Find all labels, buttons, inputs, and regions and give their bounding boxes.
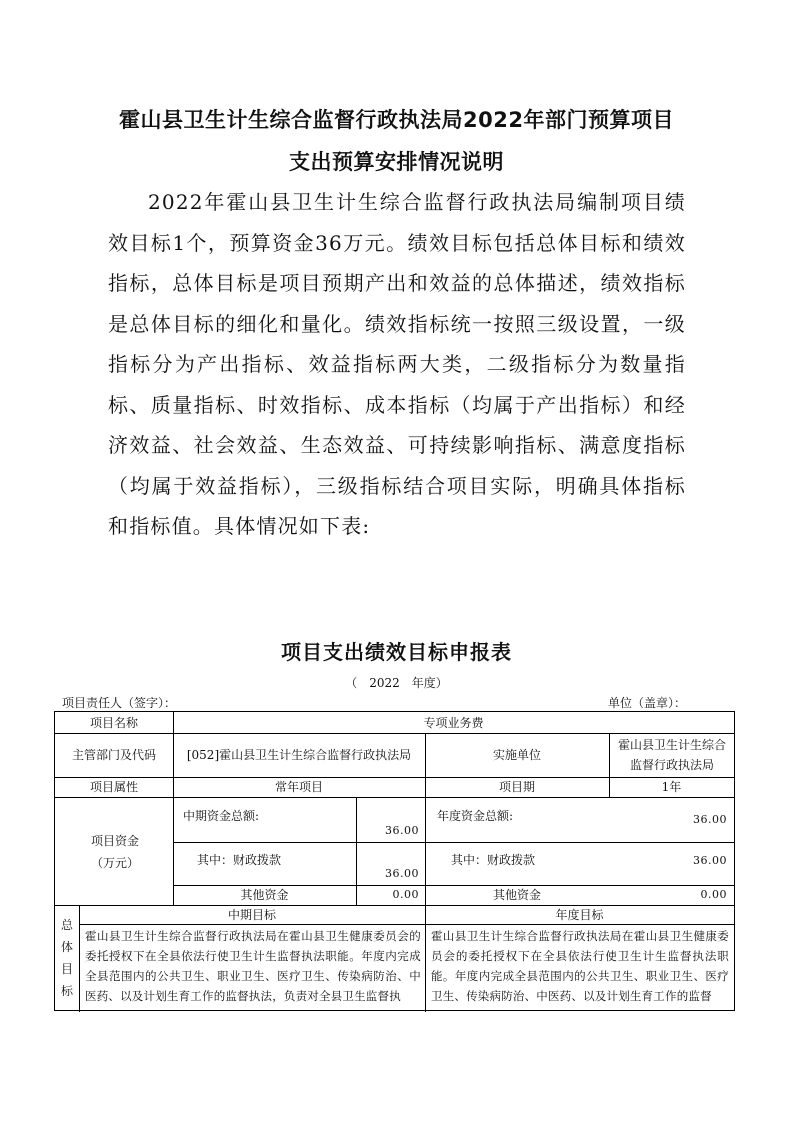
department-label: 主管部门及代码 [71,748,156,762]
year-other-label: 其他资金 [492,888,541,902]
project-attribute-value: 常年项目 [274,780,323,794]
mid-fiscal-value: 36.00 [385,867,419,880]
mid-other-label: 其他资金 [240,888,289,902]
year-total-label: 年度资金总额: [437,809,514,823]
project-period-label: 项目期 [498,780,535,794]
table-title: 项目支出绩效目标申报表 [281,640,512,664]
performance-target-table [54,711,735,1011]
department-value: [052]霍山县卫生计生综合监督行政执法局 [186,748,412,762]
year-total-value: 36.00 [693,813,727,826]
year-goal-text: 霍山县卫生计生综合监督行政执法局在霍山县卫生健康委员会的委托授权下在全县依法行使卫生计生监督执法职能。年度内完成全县范围内的公共卫生、职业卫生、医疗卫生、传染病防治、中医药、以及计划生育工作的监督 [431,929,729,1003]
project-name-value: 专项业务费 [423,715,484,730]
year-fiscal-label: 其中：财政拨款 [451,853,536,867]
mid-goal-header: 中期目标 [227,907,276,922]
year-fiscal-value: 36.00 [693,854,727,867]
responsible-person-label: 项目责任人（签字）： [62,696,177,710]
implementing-unit-label: 实施单位 [492,748,541,762]
document-title-line-2: 支出预算安排情况说明 [289,150,504,174]
mid-total-value: 36.00 [385,824,419,837]
implementing-unit-value: 霍山县卫生计生综合监督行政执法局 [617,738,726,772]
project-period-value: 1年 [661,780,682,794]
project-funds-label: 项目资金（万元） [90,833,139,870]
unit-seal-label: 单位（盖章）： [608,696,687,710]
year-goal-header: 年度目标 [555,907,604,922]
mid-fiscal-label: 其中：财政拨款 [197,853,282,867]
project-attribute-label: 项目属性 [89,780,138,794]
table-year: （ 2022 年度） [345,676,448,690]
intro-paragraph: 2022年霍山县卫生计生综合监督行政执法局编制项目绩效目标1个，预算资金36万元。绩效目标包括总体目标和绩效指标，总体目标是项目预期产出和效益的总体描述，绩效指标是总体目标的细化和量化。绩效指标统一按照三级设置，一级指标分为产出指标、效益指标两大类，二级指标分为数量指标、质量指标、时效指标、成本指标（均属于产出指标）和经济效益、社会效益、生态效益、可持续影响指标、满意度指标（均属于效益指标），三级指标结合项目实际，明确具体指标和指标值。具体情况如下表: [108,190,686,538]
mid-total-label: 中期资金总额: [183,809,260,823]
mid-goal-text: 霍山县卫生计生综合监督行政执法局在霍山县卫生健康委员会的委托授权下在全县依法行使卫生计生监督执法职能。年度内完成全县范围内的公共卫生、职业卫生、医疗卫生、传染病防治、中医药、以及计划生育工作的监督执法，负责对全县卫生监督执 [85,929,421,1003]
document-title-line-1: 霍山县卫生计生综合监督行政执法局2022年部门预算项目 [119,108,674,132]
year-other-value: 0.00 [700,888,727,901]
mid-other-value: 0.00 [392,888,419,901]
project-name-label: 项目名称 [89,715,138,730]
overall-goal-label: 总体目标 [60,918,73,998]
